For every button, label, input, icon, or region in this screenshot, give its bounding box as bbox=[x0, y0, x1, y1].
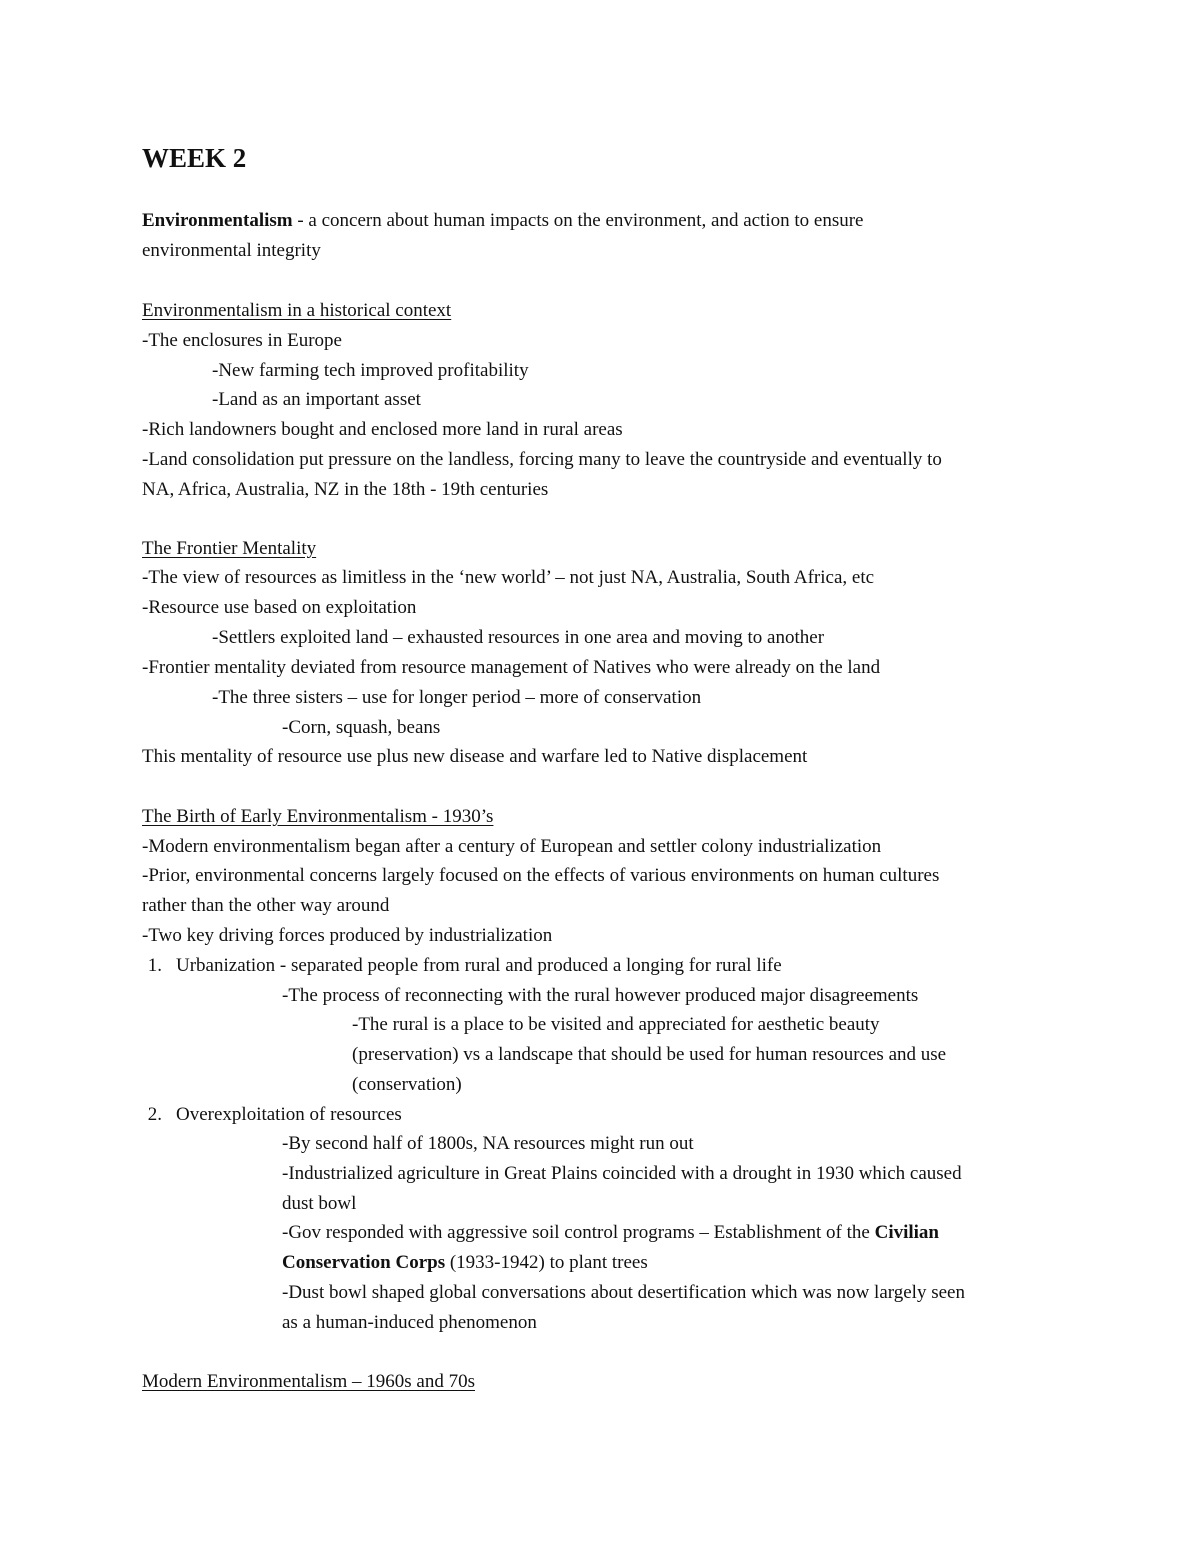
text-line: -Corn, squash, beans bbox=[282, 717, 441, 738]
text-line: NA, Africa, Australia, NZ in the 18th - 19th centuries bbox=[142, 479, 549, 500]
section-heading: The Birth of Early Environmentalism - 1930’s bbox=[142, 806, 494, 827]
numbered-item bbox=[126, 1103, 402, 1127]
item-number: 2. bbox=[147, 1104, 162, 1125]
text-line: -By second half of 1800s, NA resources might run out bbox=[282, 1133, 694, 1154]
section-heading: Modern Environmentalism – 1960s and 70s bbox=[142, 1371, 475, 1392]
text-span: (1933-1942) to plant trees bbox=[445, 1252, 648, 1273]
text-line: -Industrialized agriculture in Great Plains coincided with a drought in 1930 which caused bbox=[282, 1163, 962, 1184]
text-line: -Rich landowners bought and enclosed more land in rural areas bbox=[142, 419, 623, 440]
text-line bbox=[282, 1251, 648, 1275]
definition-line bbox=[142, 209, 863, 233]
text-line: -The rural is a place to be visited and appreciated for aesthetic beauty bbox=[352, 1014, 880, 1035]
text-line: -Land consolidation put pressure on the landless, forcing many to leave the countryside and eventually to bbox=[142, 449, 942, 470]
bold-term: Conservation Corps bbox=[282, 1252, 446, 1273]
text-line: -Two key driving forces produced by industrialization bbox=[142, 925, 553, 946]
text-line: -The view of resources as limitless in the ‘new world’ – not just NA, Australia, South Africa, etc bbox=[142, 567, 875, 588]
page-title: WEEK 2 bbox=[142, 143, 247, 173]
text-line: dust bowl bbox=[282, 1193, 357, 1214]
text-line: -New farming tech improved profitability bbox=[212, 360, 529, 381]
bold-term: Civilian bbox=[874, 1222, 939, 1243]
text-line: rather than the other way around bbox=[142, 895, 390, 916]
text-line: -Resource use based on exploitation bbox=[142, 597, 417, 618]
definition-line: environmental integrity bbox=[142, 240, 321, 261]
text-line: (conservation) bbox=[352, 1074, 462, 1095]
text-line: This mentality of resource use plus new disease and warfare led to Native displacement bbox=[142, 746, 808, 767]
numbered-item bbox=[126, 954, 782, 978]
section-heading: The Frontier Mentality bbox=[142, 538, 317, 559]
text-line: -Dust bowl shaped global conversations about desertification which was now largely seen bbox=[282, 1282, 965, 1303]
text-line: -Prior, environmental concerns largely focused on the effects of various environments on human cultures bbox=[142, 865, 940, 886]
text-line: -The enclosures in Europe bbox=[142, 330, 342, 351]
text-span: -Gov responded with aggressive soil control programs – Establishment of the bbox=[282, 1222, 875, 1243]
text-line bbox=[282, 1221, 939, 1245]
text-line: as a human-induced phenomenon bbox=[282, 1312, 537, 1333]
definition-term: Environmentalism bbox=[142, 210, 293, 231]
text-line: -The process of reconnecting with the rural however produced major disagreements bbox=[282, 985, 919, 1006]
definition-text: - a concern about human impacts on the environment, and action to ensure bbox=[292, 210, 864, 231]
item-text: Urbanization - separated people from rural and produced a longing for rural life bbox=[176, 955, 782, 976]
text-line: -The three sisters – use for longer period – more of conservation bbox=[212, 687, 702, 708]
section-heading: Environmentalism in a historical context bbox=[142, 300, 452, 321]
text-line: -Land as an important asset bbox=[212, 389, 421, 410]
text-line: -Settlers exploited land – exhausted resources in one area and moving to another bbox=[212, 627, 825, 648]
text-line: (preservation) vs a landscape that should be used for human resources and use bbox=[352, 1044, 947, 1065]
item-number: 1. bbox=[147, 955, 162, 976]
item-text: Overexploitation of resources bbox=[176, 1104, 402, 1125]
text-line: -Modern environmentalism began after a century of European and settler colony industrialization bbox=[142, 836, 882, 857]
text-line: -Frontier mentality deviated from resource management of Natives who were already on the land bbox=[142, 657, 881, 678]
